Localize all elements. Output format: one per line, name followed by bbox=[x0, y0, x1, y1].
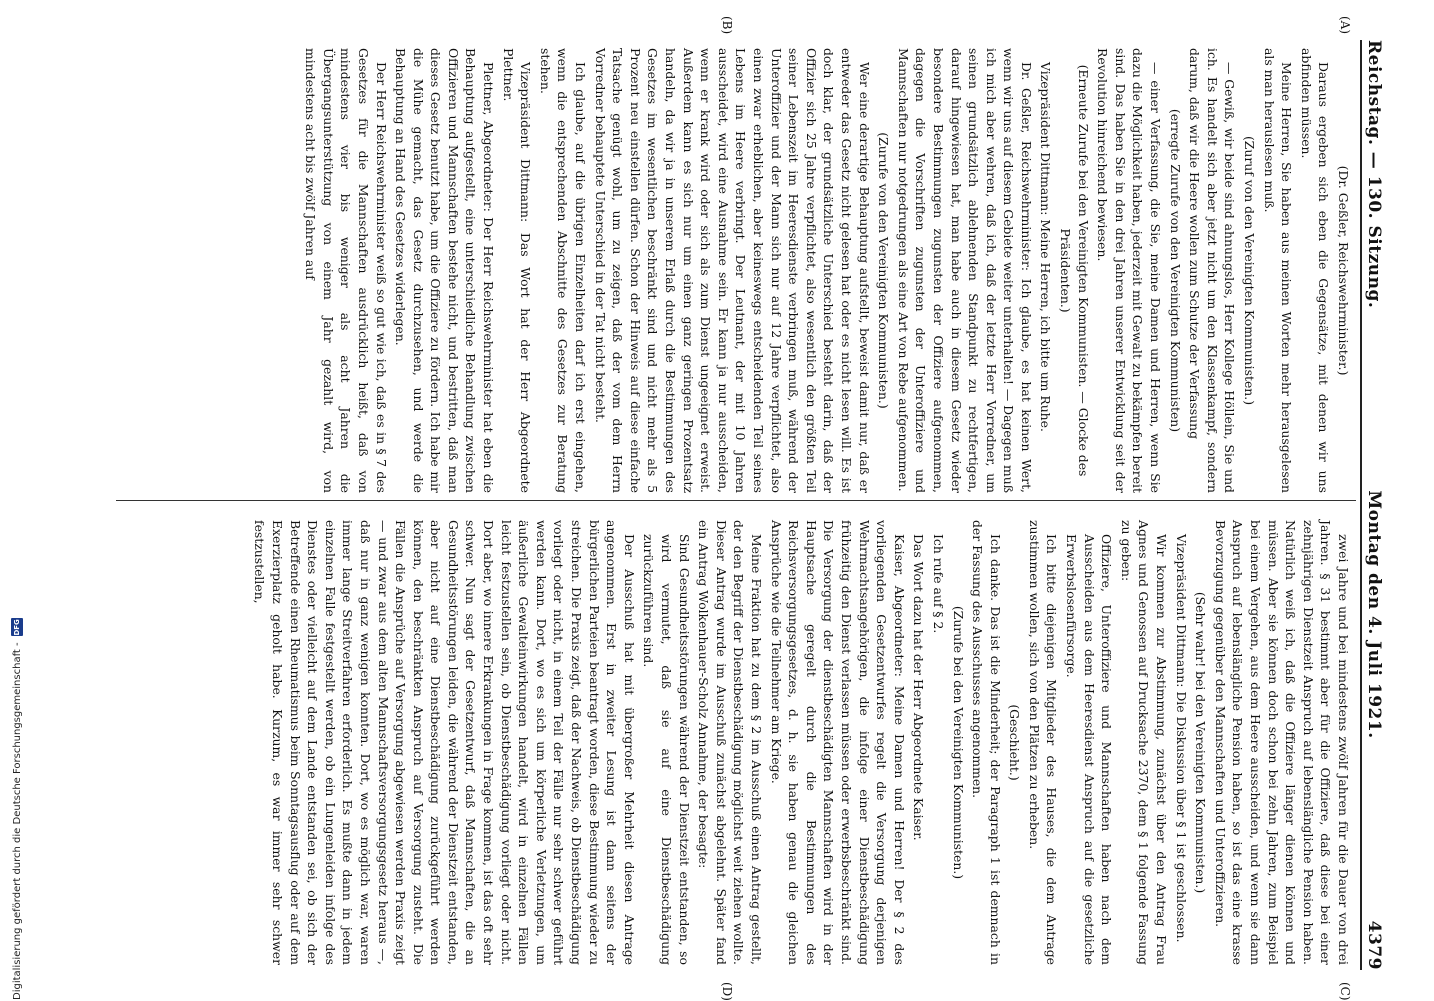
left-column-paragraph: Vizepräsident Dittmann: Meine Herren, ich bitte um Ruhe. bbox=[1038, 62, 1054, 432]
column-divider bbox=[116, 500, 1356, 501]
header-right: Montag den 4. Juli 1921. bbox=[1364, 490, 1384, 739]
left-column-paragraph: (Erneute Zurufe bei den Vereinigten Kommunisten. — Glocke des Präsidenten.) bbox=[1058, 64, 1091, 477]
left-column-paragraph: Wer eine derartige Behauptung aufstellt, beweist damit nur, daß er entweder das Gesetz nicht gelesen hat oder es nicht lesen will. Es ist doch klar, der grundsätzliche Unterschied besteht darin, daß der Offizier sich 25 Jahre verpflichtet, also wesentlich den größten Teil seiner Lebenszeit im Heeresdienste verbringen muß, während der Unteroffizier und der Mann sich nur auf 12 Jahre verpflichtet, also einen zwar erheblichen, aber keineswegs entscheidenden Teil seines Lebens im Heere verbringt. Der Leutnant, der mit 10 Jahren ausscheidet, wird eine Ausnahme sein. Er kann ja nur ausscheiden, wenn er krank wird oder sich als zum Dienst ungeeignet erweist. Außerdem kann es sich nur um einen ganz geringen Prozentsatz handeln, da wir ja in unserem Erlaß durch die Bestimmungen des Gesetzes im wesentlichen beschränkt sind und nicht mehr als 5 Prozent neu einstellen dürfen. Schon der Hinweis auf diese einfache Tatsache genügt wohl, um zu zeigen, daß der vom dem Herrn Vorredner behauptete Unterschied in der Tat nicht besteht. bbox=[592, 48, 872, 493]
right-column-paragraph: Ich bitte diejenigen Mitglieder des Hauses, die dem Antrage zustimmen wollen, sich von den Plätzen zu erheben. bbox=[1026, 520, 1060, 965]
right-column-paragraph: Der Ausschuß hat mit übergroßer Mehrheit diesen Antrage angenommen. Erst in zweiter Lesung ist dann seitens der bürgerlichen Parteien beantragt worden, diese Bestimmung wieder zu streichen. Die Praxis zeigt, daß der Nachweis, ob Dienstbeschädigung vorliegt oder nicht, in einem Teil der Fälle nur sehr schwer geführt werden kann. Dort, wo es sich um körperliche Verletzungen, um äußerliche Gewalteinwirkungen handelt, wird in einzelnen Fällen leicht festzustellen sein, ob Dienstbeschädigung vorliegt oder nicht. Dort aber, wo innere Erkrankungen in Frage kommen, ist das oft sehr schwer. Nun sagt der Gesetzentwurf, daß Mannschaften, die an Gesundheitsstörungen leiden, die während der Dienstzeit entstanden, aber nicht auf eine Dienstbeschädigung zurückgeführt werden können, den beschränkten Anspruch auf Versorgung zusteht. Die Fällen die Ansprüche auf Versorgung abgewiesen werden Praxis zeigt — und zwar aus dem alten Mannschaftsversorgungsgesetz heraus —, daß nur in ganz wenigen konnten. Dort, wo es möglich war, waren immer lange Streitverfahren erforderlich. Es mußte dann in jedem einzelnen Falle festgestellt werden, ob ein Lungenleiden infolge des Dienstes oder vielleicht auf dem Lande entstanden sei, ob sich der Betreffende einen Rheumatismus beim Sonntagsausflug oder auf dem Exerzierplatz geholt habe. Kurzum, es war immer sehr schwer festzustellen, bbox=[252, 520, 637, 965]
left-column-paragraph: (erregte Zurufe von den Vereinigten Kommunisten) bbox=[1167, 108, 1183, 433]
right-column-paragraph: Das Wort dazu hat der Herr Abgeordnete Kaiser. bbox=[911, 534, 927, 841]
left-column-paragraph: Plettner, Abgeordneter: Der Herr Reichswehrminister hat eben die Behauptung aufgestellt, eine unterschiedliche Behandlung zwischen Offizieren und Mannschaften bestehe nicht, und bestritten, daß man dieses Gesetz benutzt habe, um die Offiziere zu fördern. Ich habe mir die Mühe gemacht, das Gesetz durchzusehen, und werde die Behauptung an Hand des Gesetzes widerlegen. bbox=[393, 48, 497, 493]
right-column-paragraph: Ich danke. Das ist die Minderheit; der Paragraph 1 ist demnach in der Fassung des Ausschusses angenommen. bbox=[970, 520, 1003, 965]
right-column-paragraph: (Geschieht.) bbox=[1007, 704, 1023, 781]
left-column-paragraph: (Zuruf von den Vereinigten Kommunisten.) bbox=[1242, 135, 1258, 406]
left-column-paragraph: Daraus ergeben sich eben die Gegensätze, mit denen wir uns abfinden müssen. bbox=[1298, 48, 1332, 493]
right-column-paragraph: Offiziere, Unteroffiziere und Mannschaften haben nach dem Ausscheiden aus dem Heeresdienst Anspruch auf die gesetzliche Erwerbslosenfürsorge. bbox=[1064, 534, 1115, 965]
right-column-paragraph: (Sehr wahr! bei den Vereinigten Kommunisten.) bbox=[1193, 591, 1209, 894]
left-column-paragraph: Dr. Geßler, Reichswehrminister: Ich glaube, es hat keinen Wert, wenn wir uns auf diesem Gebiete weiter unterhalten! — Dagegen muß ich mich aber wehren, daß ich, daß der letzte Herr Vorredner, um seinen grundsätzlich ablehnenden Standpunkt zu rechtfertigen, darauf hingewiesen hat, man habe auch in diesem Gesetz wieder besondere Bestimmungen zugunsten der Offiziere aufgenommen, dagegen die Vorschriften zugunsten der Unteroffiziere und Mannschaften nur notgedrungen als eine Art von Rebe aufgenommen. bbox=[895, 48, 1034, 493]
right-column-paragraph: Vizepräsident Dittmann: Die Diskussion über § 1 ist geschlossen. bbox=[1173, 534, 1189, 943]
left-column-paragraph: — Gewiß, wir beide sind ahnungslos, Herr Kollege Höllein, Sie und ich. Es handelt sich aber jetzt nicht um den Klassenkampf, sondern darum, daß wir die Heere wollen zum Schutze der Verfassung bbox=[1187, 48, 1238, 493]
header-left: Reichstag. — 130. Sitzung. bbox=[1364, 40, 1384, 309]
left-column-paragraph: Ich glaube, auf die übrigen Einzelheiten darf ich erst eingehen, wenn die entsprechenden Abschnitte des Gesetzes zur Beratung stehen. bbox=[537, 48, 589, 493]
right-column-paragraph: Sind Gesundheitsstörungen während der Dienstzeit entstanden, so wird vermutet, daß sie auf eine Dienstbeschädigung zurückzuführen sind. bbox=[641, 534, 692, 965]
left-column-paragraph: (Zurufe von den Vereinigten Kommunisten.) bbox=[876, 132, 892, 409]
margin-mark-b: (B) bbox=[720, 16, 734, 35]
header-rule bbox=[1360, 40, 1362, 970]
right-column bbox=[249, 520, 1352, 965]
right-column-paragraph: Wir kommen zur Abstimmung, zunächst über den Antrag Frau Agnes und Genossen auf Drucksache 2370, dem § 1 folgende Fassung zu geben: bbox=[1118, 520, 1170, 965]
credit-text: Digitalisierung gefördert durch die Deutsche Forschungsgemeinschaft - bbox=[11, 642, 23, 1000]
right-column-paragraph: (Zurufe bei den Vereinigten Kommunisten.) bbox=[950, 605, 966, 880]
left-column-paragraph: Vizepräsident Dittmann: Das Wort hat der Herr Abgeordnete Plettner. bbox=[500, 48, 534, 493]
right-column-paragraph: Meine Fraktion hat zu dem § 2 im Ausschuß einen Antrag gestellt, der den Begriff der Dienstbeschädigung möglichst weit ziehen wollte. Dieser Antrag wurde im Ausschuß zunächst abgelehnt. Später fand ein Antrag Wolkenhauer-Scholz Annahme, der besagte: bbox=[696, 520, 764, 965]
right-column-paragraph: Kaiser, Abgeordneter: Meine Damen und Herren! Der § 2 des vorliegenden Gesetzentwurfes regelt die Versorgung derjenigen Wehrmachtsangehörigen, die infolge einer Dienstbeschädigung frühzeitig den Dienst verlassen müssen oder erwerbsbeschränkt sind. Die Versorgung der dienstbeschädigten Mannschaften wird in der Hauptsache geregelt durch die Bestimmungen des Reichsversorgungsgesetzes, d. h. sie haben genau die gleichen Ansprüche wie die Teilnehmer am Kriege. bbox=[768, 520, 907, 965]
right-column-paragraph: Ich rufe auf § 2. bbox=[930, 534, 946, 634]
margin-mark-a: (A) bbox=[1338, 16, 1352, 35]
right-column-paragraph: zwei Jahre und bei mindestens zwölf Jahren für die Dauer von drei Jahren. § 31 bestimmt aber für die Offiziere, daß diese bei einer zehnjährigen Dienstzeit Anspruch auf lebenslängliche Pension haben. Natürlich weiß ich, daß die Offiziere länger dienen können und müssen. Aber sie können doch schon bei zehn Jahren, zum Beispiel bei einem Vergehen, aus dem Heere ausscheiden, und wenn sie dann Anspruch auf lebenslängliche Pension haben, so ist das eine krasse Bevorzugung gegenüber den Mannschaften und Unteroffizieren. bbox=[1212, 520, 1351, 965]
margin-mark-c: (C) bbox=[1338, 982, 1352, 1001]
left-column-paragraph: — einer Verfassung, die Sie, meine Damen und Herren, wenn Sie dazu die Möglichkeit haben, jederzeit mit Gewalt zu bekämpfen bereit sind. Das haben Sie in den drei Jahren unserer Entwicklung seit der Revolution hinreichend bewiesen. bbox=[1095, 48, 1164, 493]
margin-mark-d: (D) bbox=[720, 982, 734, 1001]
page-header bbox=[1364, 40, 1384, 970]
digitization-credit bbox=[6, 220, 28, 1000]
left-column bbox=[300, 48, 1352, 493]
left-column-paragraph: Der Herr Reichswehrminister weiß so gut wie ich, daß es in § 7 des Gesetzes für die Mannschaften ausdrücklich heißt, daß von mindestens vier bis weniger als acht Jahren die Übergangsunterstützung von einem Jahr gezahlt wird, von mindestens acht bis zwölf Jahren auf bbox=[303, 48, 389, 493]
page-number: 4379 bbox=[1364, 920, 1384, 970]
left-column-paragraph: (Dr. Geßler, Reichswehrminister.) bbox=[1336, 165, 1351, 376]
dfg-logo-icon: DFG bbox=[13, 619, 21, 636]
left-column-paragraph: Meine Herren, Sie haben aus meinen Worten mehr herausgelesen als man herauslesen muß. bbox=[1261, 48, 1295, 493]
